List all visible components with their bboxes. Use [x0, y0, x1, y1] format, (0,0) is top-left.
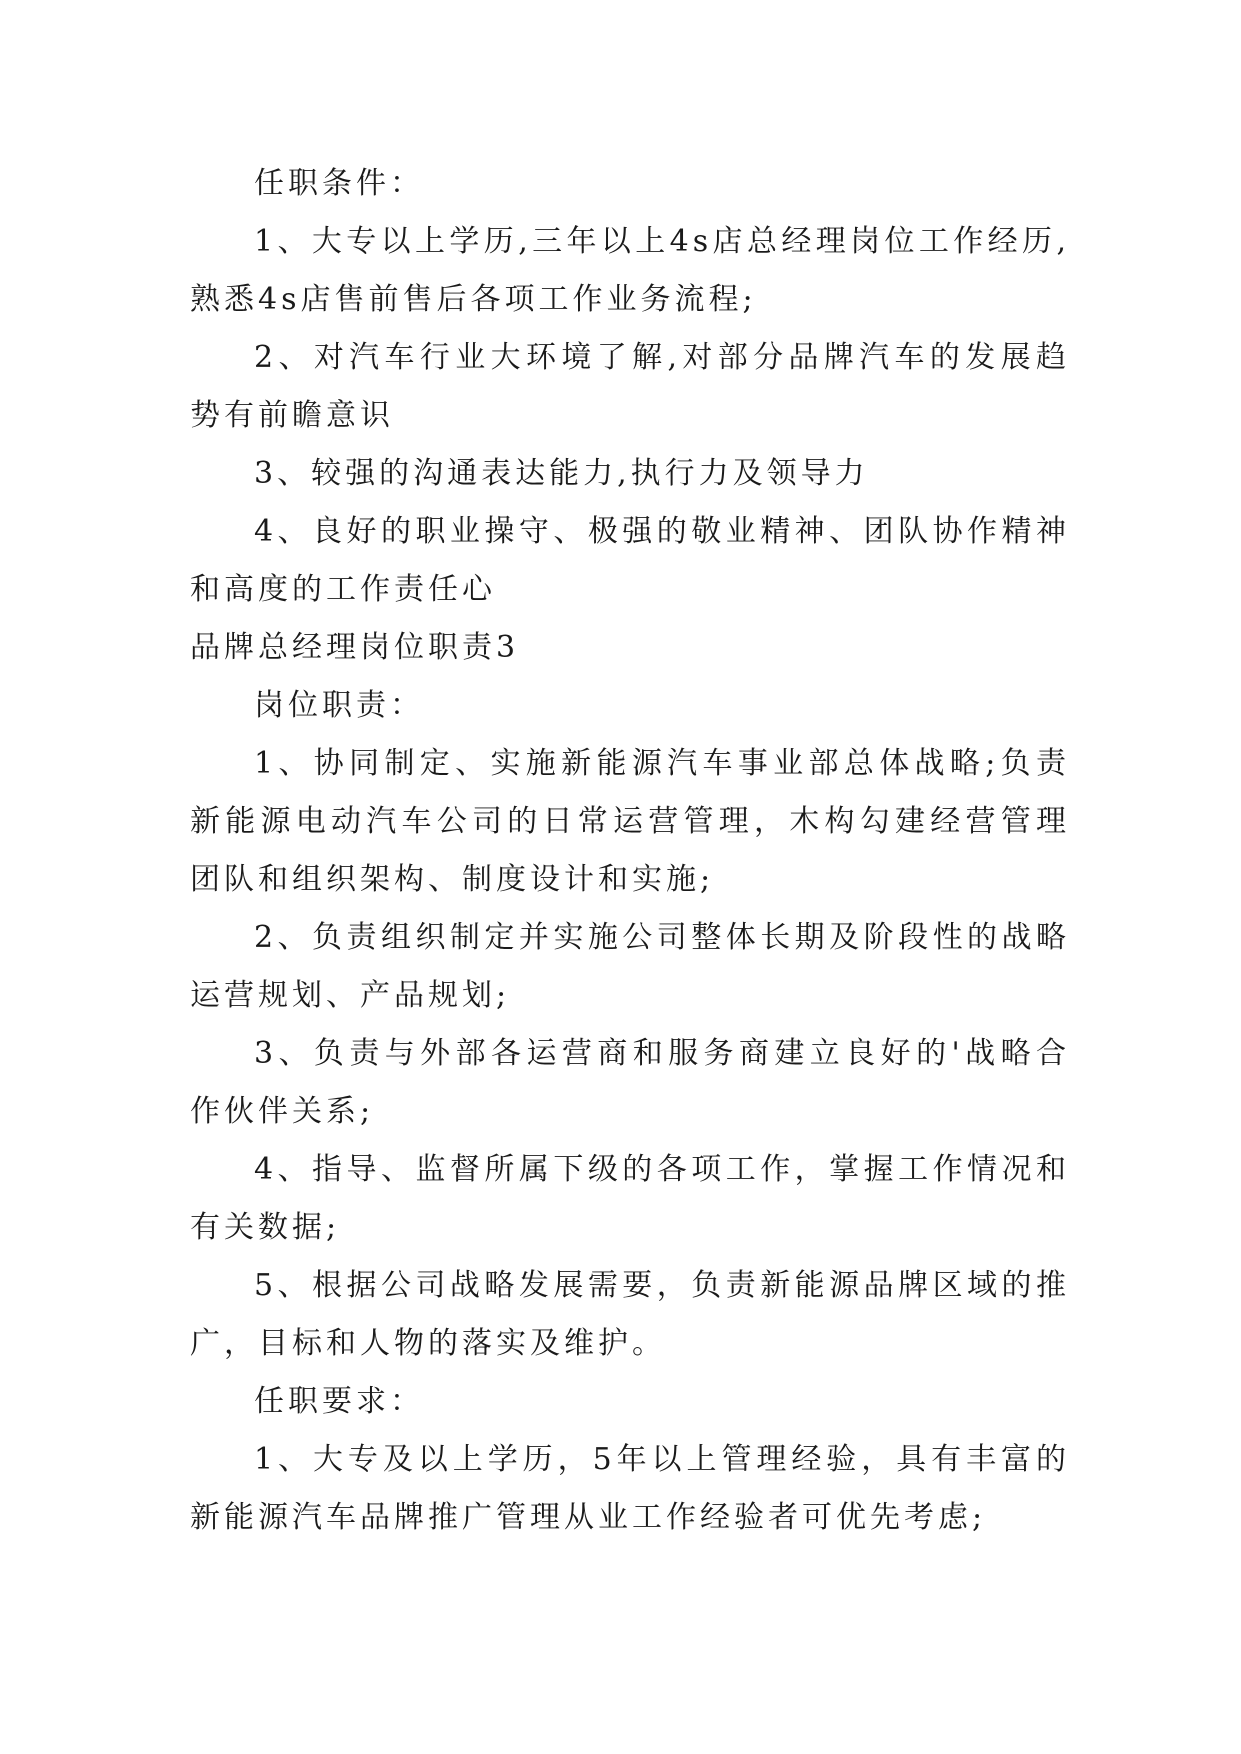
paragraph-duty-4: 4、指导、监督所属下级的各项工作，掌握工作情况和有关数据;: [190, 1152, 1070, 1245]
section-title: 品牌总经理岗位职责3: [190, 630, 520, 665]
paragraph-duty-1: 1、协同制定、实施新能源汽车事业部总体战略;负责新能源电动汽车公司的日常运营管理，木构勾建经营管理团队和组织架构、制度设计和实施;: [190, 746, 1070, 897]
paragraph-requirement-3: 3、较强的沟通表达能力,执行力及领导力: [254, 456, 869, 491]
paragraph-requirements-heading: 任职条件：: [254, 166, 424, 201]
paragraph-duty-2: 2、负责组织制定并实施公司整体长期及阶段性的战略运营规划、产品规划;: [190, 920, 1070, 1013]
paragraph-requirement-2: 2、对汽车行业大环境了解,对部分品牌汽车的发展趋势有前瞻意识: [190, 340, 1070, 433]
paragraph-duty-5: 5、根据公司战略发展需要，负责新能源品牌区域的推广，目标和人物的落实及维护。: [190, 1268, 1070, 1361]
document-body: [190, 155, 1070, 1547]
paragraph-requirement-4: 4、良好的职业操守、极强的敬业精神、团队协作精神和高度的工作责任心: [190, 514, 1070, 607]
paragraph-duties-heading: 岗位职责：: [254, 688, 424, 723]
paragraph-duty-3: 3、负责与外部各运营商和服务商建立良好的'战略合作伙伴关系;: [190, 1036, 1070, 1129]
paragraph-qualification-1: 1、大专及以上学历，5年以上管理经验，具有丰富的新能源汽车品牌推广管理从业工作经验者可优先考虑;: [190, 1442, 1070, 1535]
paragraph-qualifications-heading: 任职要求：: [254, 1384, 424, 1419]
paragraph-requirement-1: 1、大专以上学历,三年以上4s店总经理岗位工作经历,熟悉4s店售前售后各项工作业务流程;: [190, 224, 1070, 317]
